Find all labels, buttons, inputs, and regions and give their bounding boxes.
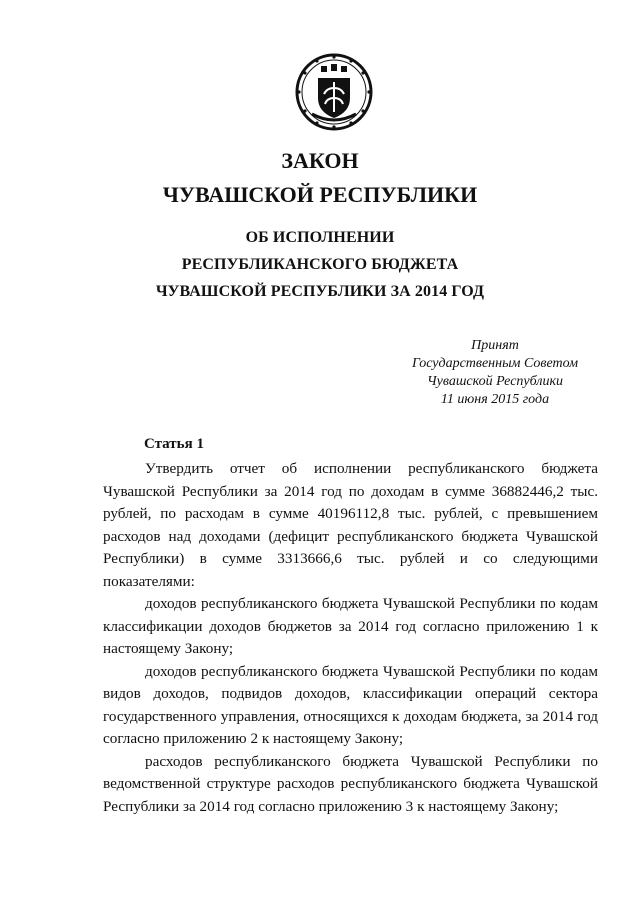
law-title-line: ЧУВАШСКОЙ РЕСПУБЛИКИ — [162, 182, 478, 207]
law-title — [0, 144, 640, 212]
law-subtitle — [0, 224, 640, 305]
law-subtitle-line: ЧУВАШСКОЙ РЕСПУБЛИКИ ЗА 2014 ГОД — [155, 283, 485, 300]
adoption-line: Принят — [471, 338, 519, 353]
law-subtitle-line: ОБ ИСПОЛНЕНИИ — [245, 229, 395, 246]
chuvash-coat-of-arms-icon — [294, 52, 374, 132]
article-paragraph: доходов республиканского бюджета Чувашской Республики по кодам классификации доходов бюджетов за 2014 год согласно приложению 1 к настоящему Закону; — [103, 595, 598, 657]
article-heading: Статья 1 — [144, 436, 204, 452]
law-subtitle-line: РЕСПУБЛИКАНСКОГО БЮДЖЕТА — [181, 256, 459, 273]
law-title-line: ЗАКОН — [281, 148, 359, 173]
adoption-note — [380, 337, 610, 409]
adoption-line: Государственным Советом — [411, 356, 579, 371]
article-body — [103, 458, 598, 818]
adoption-line: Чувашской Республики — [427, 374, 563, 389]
article-paragraph: доходов республиканского бюджета Чувашской Республики по кодам видов доходов, подвидов доходов, классификации операций сектора государственного управления, относящихся к доходам бюджета, за 2014 год согласно приложению 2 к настоящему Закону; — [103, 662, 598, 747]
adoption-date: 11 июня 2015 года — [440, 392, 550, 407]
article-paragraph: расходов республиканского бюджета Чувашской Республики по ведомственной структуре расходов республиканского бюджета Чувашской Республики за 2014 год согласно приложению 3 к настоящему Закону; — [103, 752, 598, 815]
article-paragraph: Утвердить отчет об исполнении республиканского бюджета Чувашской Республики за 2014 год по доходам в сумме 36882446,2 тыс. рублей, по расходам в сумме 40196112,8 тыс. рублей, с превышением расходов над доходами (дефицит республиканского бюджета Чувашской Республики) в сумме 3313666,6 тыс. рублей и со следующими показателями: — [103, 460, 598, 590]
